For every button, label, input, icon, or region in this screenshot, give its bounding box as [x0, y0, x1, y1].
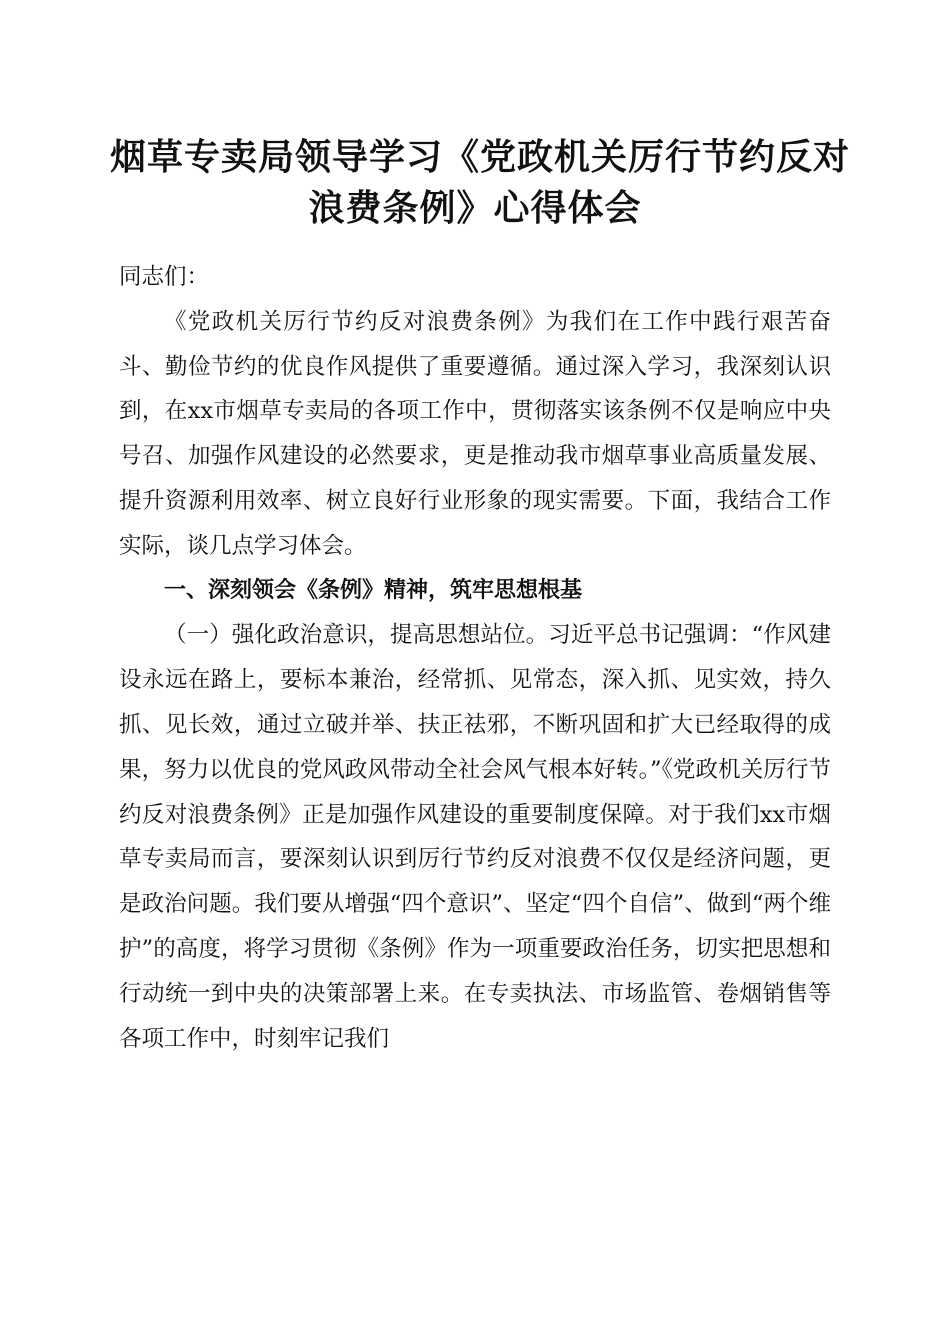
document-body: [119, 255, 831, 1061]
intro-paragraph: 《党政机关厉行节约反对浪费条例》为我们在工作中践行艰苦奋斗、勤俭节约的优良作风提供了重要遵循。通过深入学习，我深刻认识到，在xx市烟草专卖局的各项工作中，贯彻落实该条例不仅是响应中央号召、加强作风建设的必然要求，更是推动我市烟草事业高质量发展、提升资源利用效率、树立良好行业形象的现实需要。下面，我结合工作实际，谈几点学习体会。: [119, 308, 831, 559]
document-title-line-2: 浪费条例》心得体会: [308, 187, 642, 229]
section-heading: 一、深刻领会《条例》精神，筑牢思想根基: [164, 577, 583, 603]
greeting: 同志们：: [119, 264, 210, 290]
document-title-line-1: 烟草专卖局领导学习《党政机关厉行节约反对: [110, 136, 851, 178]
section-paragraph: （一）强化政治意识，提高思想站位。习近平总书记强调：“作风建设永远在路上，要标本兼治，经常抓、见常态，深入抓、见实效，持久抓、见长效，通过立破并举、扶正祛邪，不断巩固和扩大已经取得的成果，努力以优良的党风政风带动全社会风气根本好转。”《党政机关厉行节约反对浪费条例》正是加强作风建设的重要制度保障。对于我们xx市烟草专卖局而言，要深刻认识到厉行节约反对浪费不仅仅是经济问题，更是政治问题。我们要从增强“四个意识”、坚定“四个自信”、做到“两个维护”的高度，将学习贯彻《条例》作为一项重要政治任务，切实把思想和行动统一到中央的决策部署上来。在专卖执法、市场监管、卷烟销售等各项工作中，时刻牢记我们: [119, 622, 831, 1052]
